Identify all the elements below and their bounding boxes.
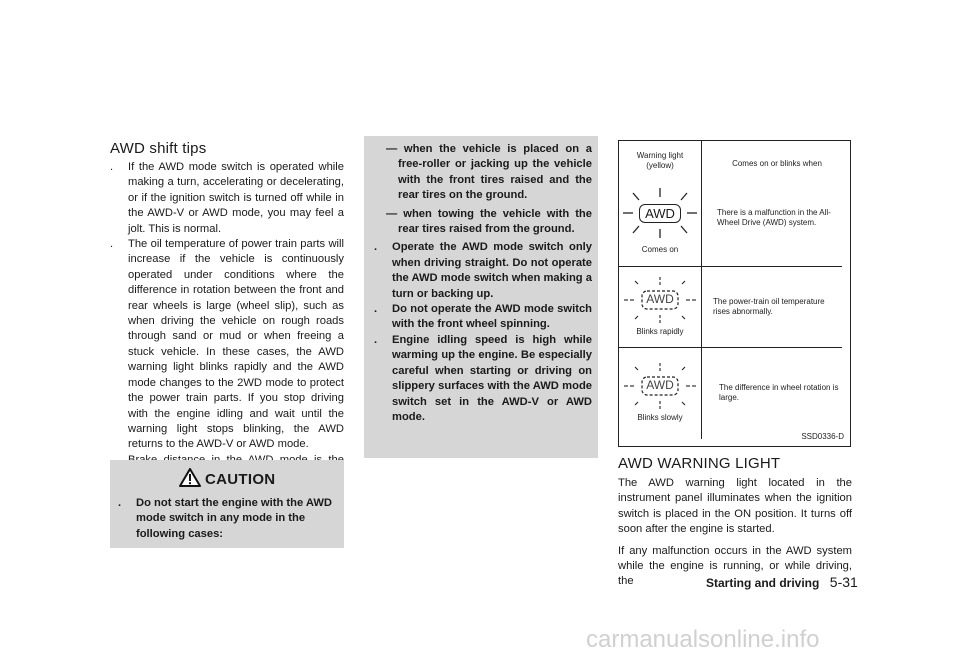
awd-light-blinking-slowly: [619, 361, 701, 411]
watermark: carmanualsonline.info: [586, 626, 820, 653]
awd-indicator-icon: AWD: [646, 292, 674, 306]
caution-item: . Do not start the engine with the AWD mode switch in any mode in the following cases:: [118, 497, 332, 540]
page-footer: [706, 574, 858, 592]
caution-title: CAUTION: [205, 471, 276, 488]
warning-triangle-icon: [179, 468, 201, 487]
awd-indicator-icon: AWD: [646, 378, 674, 392]
caution-box: [110, 460, 344, 548]
light-state-label: Comes on: [641, 245, 679, 254]
light-condition-text: The power-train oil temperature rises abnormally.: [713, 297, 825, 316]
caution-continued-list: [374, 142, 592, 425]
page-number: 5-31: [829, 574, 858, 590]
list-item: . If the AWD mode switch is operated while making a turn, accelerating or decelerating, or if the ignition switch is turned off while in the AWD-V or AWD mode, you may feel a jolt. This is normal.: [110, 161, 344, 235]
section-heading-awd-shift-tips: AWD shift tips: [110, 140, 207, 157]
caution-continued-box: [364, 136, 598, 458]
light-condition-text: There is a malfunction in the All-Wheel Drive (AWD) system.: [717, 208, 831, 227]
list-item: . Do not operate the AWD mode switch with the front wheel spinning.: [374, 303, 592, 331]
light-state-label: Blinks rapidly: [636, 327, 684, 336]
diagram-code: SSD0336-D: [801, 432, 844, 441]
list-item: — when the vehicle is placed on a free-roller or jacking up the vehicle with the front tires raised and the rear tires on the ground.: [386, 143, 592, 202]
awd-light-on: [619, 185, 701, 241]
light-state-label: Blinks slowly: [637, 413, 683, 422]
caution-header: [110, 460, 344, 489]
warning-light-description: [618, 476, 852, 590]
paragraph: If any malfunction occurs in the AWD system while the engine is running, or while driving, the: [618, 544, 852, 588]
footer-section: Starting and driving: [706, 576, 820, 590]
list-item: . Engine idling speed is high while warming up the engine. Be especially careful when starting or driving on slippery surfaces with the AWD mode switch set in the AWD-V or AWD mode.: [374, 333, 592, 423]
section-heading-awd-warning-light: AWD WARNING LIGHT: [618, 455, 781, 472]
list-item: . Operate the AWD mode switch only when driving straight. Do not operate the AWD mode switch when making a turn or backing up.: [374, 241, 592, 300]
awd-light-blinking-rapidly: [619, 275, 701, 325]
column-divider: [701, 141, 702, 439]
awd-indicator-icon: AWD: [639, 204, 681, 223]
awd-warning-light-diagram: [618, 140, 851, 447]
row-divider: [619, 347, 842, 348]
row-divider: [619, 266, 842, 267]
left-bullet-list: [110, 160, 344, 484]
column-header-warning-light: Warning light (yellow): [636, 151, 684, 170]
paragraph: The AWD warning light located in the instrument panel illuminates when the ignition switch is placed in the ON position. It turns off soon after the engine is started.: [618, 477, 852, 536]
list-item: . The oil temperature of power train parts will increase if the vehicle is continuously operated under conditions where the difference in rotation between the front and rear wheels is large (wheel slip), such as when driving the vehicle on rough roads through sand or mud or when freeing a stuck vehicle. In these cases, the AWD warning light blinks rapidly and the AWD mode changes to the 2WD mode to protect the power train parts. If you stop driving with the engine idling and wait until the warning light stops blinking, the AWD returns to the AWD-V or AWD mode.: [110, 238, 344, 451]
column-header-condition: Comes on or blinks when: [732, 159, 822, 168]
light-condition-text: The difference in wheel rotation is large.: [719, 383, 839, 402]
list-item: — when towing the vehicle with the rear tires raised from the ground.: [386, 207, 592, 236]
